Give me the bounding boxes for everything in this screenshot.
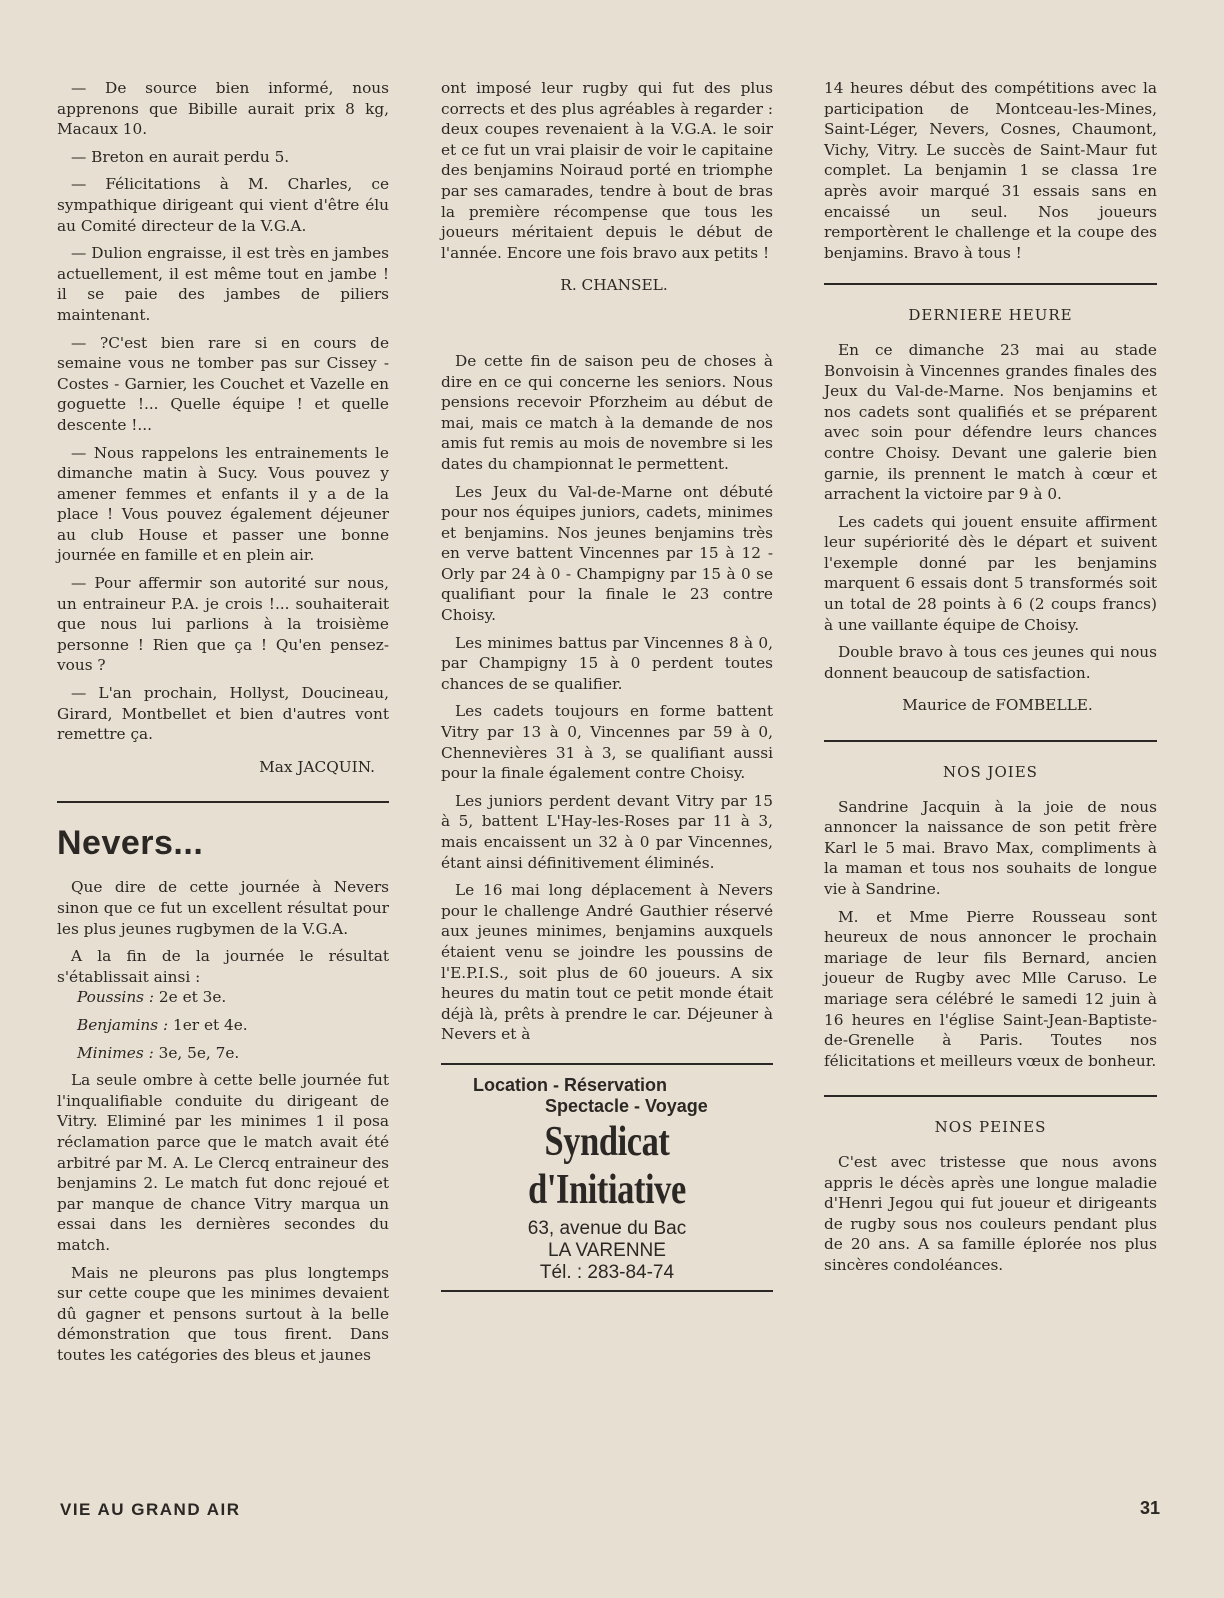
result-value: 2e et 3e. — [158, 988, 227, 1007]
brief-paragraph: — ?C'est bien rare si en cours de semaine vous ne tomber pas sur Cissey - Costes - Garnier, les Couchet et Vazelle en goguette !... Quelle équipe ! et quelle descente !... — [57, 333, 389, 434]
section-divider — [57, 801, 389, 803]
syndicat-advertisement — [441, 1063, 773, 1292]
result-value: 1er et 4e. — [173, 1015, 248, 1034]
article-paragraph: M. et Mme Pierre Rousseau sont heureux de nous annoncer le prochain mariage de leur fils Bernard, ancien joueur de Rugby avec Mlle Caruso. Le mariage sera célébré le samedi 12 juin à 16 heures en l'église Saint-Jean-Baptiste-de-Grenelle à Paris. Toutes nos félicitations et meilleurs vœux de bonheur. — [824, 907, 1157, 1070]
article-paragraph: Double bravo à tous ces jeunes qui nous donnent beaucoup de satisfaction. — [824, 643, 1157, 682]
section-divider — [824, 740, 1157, 742]
result-row — [57, 987, 389, 1008]
article-paragraph: Sandrine Jacquin à la joie de nous annoncer la naissance de son petit frère Karl le 5 mai. Bravo Max, compliments à la maman et tous nos souhaits de longue vie à Sandrine. — [824, 797, 1157, 898]
section-title-nos-joies: NOS JOIES — [943, 763, 1038, 782]
article-paragraph: C'est avec tristesse que nous avons appris le décès après une longue maladie d'Henri Jegou qui fut joueur et dirigeants de rugby sous nos couleurs pendant plus de 20 ans. A sa famille éplorée nos plus sincères condoléances. — [824, 1152, 1157, 1274]
results-intro: A la fin de la journée le résultat s'établissait ainsi : — [57, 947, 389, 986]
brief-paragraph: — Dulion engraisse, il est très en jambes actuellement, il est même tout en jambe ! il se paie des jambes de piliers maintenant. — [57, 244, 389, 324]
column-2 — [441, 78, 773, 1292]
brief-paragraph: — L'an prochain, Hollyst, Doucineau, Girard, Montbellet et bien d'autres vont remettre ça. — [57, 684, 389, 744]
article-continuation: 14 heures début des compétitions avec la participation de Montceau-les-Mines, Saint-Léger, Nevers, Cosnes, Chaumont, Vichy, Vitry. Le succès de Saint-Maur fut complet. La benjamin 1 se classa 1re après avoir marqué 31 essais sans en encaissé un seul. Nos joueurs remportèrent le challenge et la coupe des benjamins. Bravo à tous ! — [824, 79, 1157, 262]
section-divider — [824, 1095, 1157, 1097]
result-category: Minimes : — [77, 1043, 154, 1062]
section-title-nos-peines: NOS PEINES — [934, 1118, 1047, 1137]
result-row — [57, 1015, 389, 1036]
result-category: Benjamins : — [77, 1015, 169, 1034]
brief-paragraph: — Nous rappelons les entrainements le dimanche matin à Sucy. Vous pouvez y amener femmes et enfants il y a de la place ! Vous pouvez également déjeuner au club House et passer une bonne journée en famille et en plein air. — [57, 443, 389, 565]
article-paragraph: Les cadets qui jouent ensuite affirment leur supériorité dès le départ et suivent l'exemple donné par les benjamins marquent 6 essais dont 5 transformés soit un total de 28 points à 6 (2 coups francs) à une vaillante équipe de Choisy. — [824, 512, 1157, 634]
article-paragraph: En ce dimanche 23 mai au stade Bonvoisin à Vincennes grandes finales des Jeux du Val-de-Marne. Nos benjamins et nos cadets sont qualifiés et se préparent avec soin pour défendre leurs chances contre Choisy. Devant une galerie bien garnie, ils prennent le match à cœur et arrachent la victoire par 9 à 0. — [824, 340, 1157, 504]
section-divider — [824, 283, 1157, 285]
ad-address: 63, avenue du Bac — [527, 1218, 687, 1240]
result-row — [57, 1043, 389, 1064]
ad-business-name: Syndicat d'Initiative — [528, 1119, 686, 1214]
brief-paragraph: — Breton en aurait perdu 5. — [71, 147, 290, 166]
article-title-nevers: Nevers... — [57, 824, 204, 863]
section-title-derniere-heure: DERNIERE HEURE — [908, 306, 1073, 325]
article-paragraph: Les Jeux du Val-de-Marne ont débuté pour nos équipes juniors, cadets, minimes et benjamins. Nos jeunes benjamins très en verve battent Vincennes par 15 à 12 - Orly par 24 à 0 - Champigny par 15 à 0 se qualifiant pour la finale le 23 contre Choisy. — [441, 482, 773, 625]
brief-paragraph: — Félicitations à M. Charles, ce sympathique dirigeant qui vient d'être élu au Comité directeur de la V.G.A. — [57, 175, 389, 235]
author-signature: Maurice de FOMBELLE. — [902, 696, 1093, 715]
author-signature: Max JACQUIN. — [259, 757, 375, 776]
article-continuation: ont imposé leur rugby qui fut des plus corrects et des plus agréables à regarder : deux coupes revenaient à la V.G.A. le soir et ce fut un vrai plaisir de voir le capitaine des benjamins Noiraud porté en triomphe par ses camarades, tendre à bout de bras la première récompense que tous les joueurs méritaient depuis le début de l'année. Encore une fois bravo aux petits ! — [441, 79, 773, 262]
column-3 — [824, 78, 1157, 1283]
result-category: Poussins : — [77, 988, 155, 1007]
ad-city: LA VARENNE — [548, 1240, 666, 1262]
article-paragraph: Que dire de cette journée à Nevers sinon que ce fut un excellent résultat pour les plus jeunes rugbymen de la V.G.A. — [57, 878, 389, 938]
publication-name: VIE AU GRAND AIR — [60, 1500, 241, 1519]
article-paragraph: La seule ombre à cette belle journée fut l'inqualifiable conduite du dirigeant de Vitry. Eliminé par les minimes 1 il posa réclamation parce que le match avait été arbitré par M. A. Le Clercq entraineur des benjamins 2. Le match fut donc rejoué et par manque de chance Vitry marqua un essai dans les dernières secondes du match. — [57, 1071, 389, 1254]
column-1 — [57, 78, 389, 1372]
author-signature: R. CHANSEL. — [560, 276, 668, 295]
article-paragraph: De cette fin de saison peu de choses à dire en ce qui concerne les seniors. Nous pensions recevoir Pforzheim au début de mai, mais ce match à la demande de nos amis fut remis au mois de novembre si les dates du championnat le permettent. — [441, 351, 773, 473]
page-number: 31 — [1140, 1498, 1161, 1518]
brief-paragraph: — De source bien informé, nous apprenons que Bibille aurait prix 8 kg, Macaux 10. — [57, 79, 389, 139]
article-paragraph: Les juniors perdent devant Vitry par 15 à 5, battent L'Hay-les-Roses par 11 à 3, mais encaissent un 32 à 0 par Vincennes, étant ainsi définitivement éliminés. — [441, 791, 773, 872]
article-paragraph: Les minimes battus par Vincennes 8 à 0, par Champigny 15 à 0 perdent toutes chances de se qualifier. — [441, 633, 773, 693]
ad-phone: Tél. : 283-84-74 — [539, 1262, 675, 1284]
article-paragraph: Mais ne pleurons pas plus longtemps sur cette coupe que les minimes devaient dû gagner et pensons surtout à la belle démonstration que tous firent. Dans toutes les catégories des bleus et jaunes — [57, 1263, 389, 1364]
article-paragraph: Le 16 mai long déplacement à Nevers pour le challenge André Gauthier réservé aux jeunes minimes, benjamins auxquels étaient venu se joindre les poussins de l'E.P.I.S., soit plus de 60 joueurs. A six heures du matin tout ce petit monde était déjà là, prêts à prendre le car. Déjeuner à Nevers et à — [441, 881, 773, 1044]
ad-services-line-2: Spectacle - Voyage — [545, 1095, 708, 1116]
ad-services-line-1: Location - Réservation — [473, 1074, 668, 1095]
article-paragraph: Les cadets toujours en forme battent Vitry par 13 à 0, Vincennes par 59 à 0, Chennevières 31 à 3, se qualifiant aussi pour la finale également contre Choisy. — [441, 702, 773, 783]
result-value: 3e, 5e, 7e. — [158, 1043, 240, 1062]
brief-paragraph: — Pour affermir son autorité sur nous, un entraineur P.A. je crois !... souhaiterait que nous lui parlions à la troisième personne ! Rien que ça ! Qu'en pensez-vous ? — [57, 574, 389, 675]
